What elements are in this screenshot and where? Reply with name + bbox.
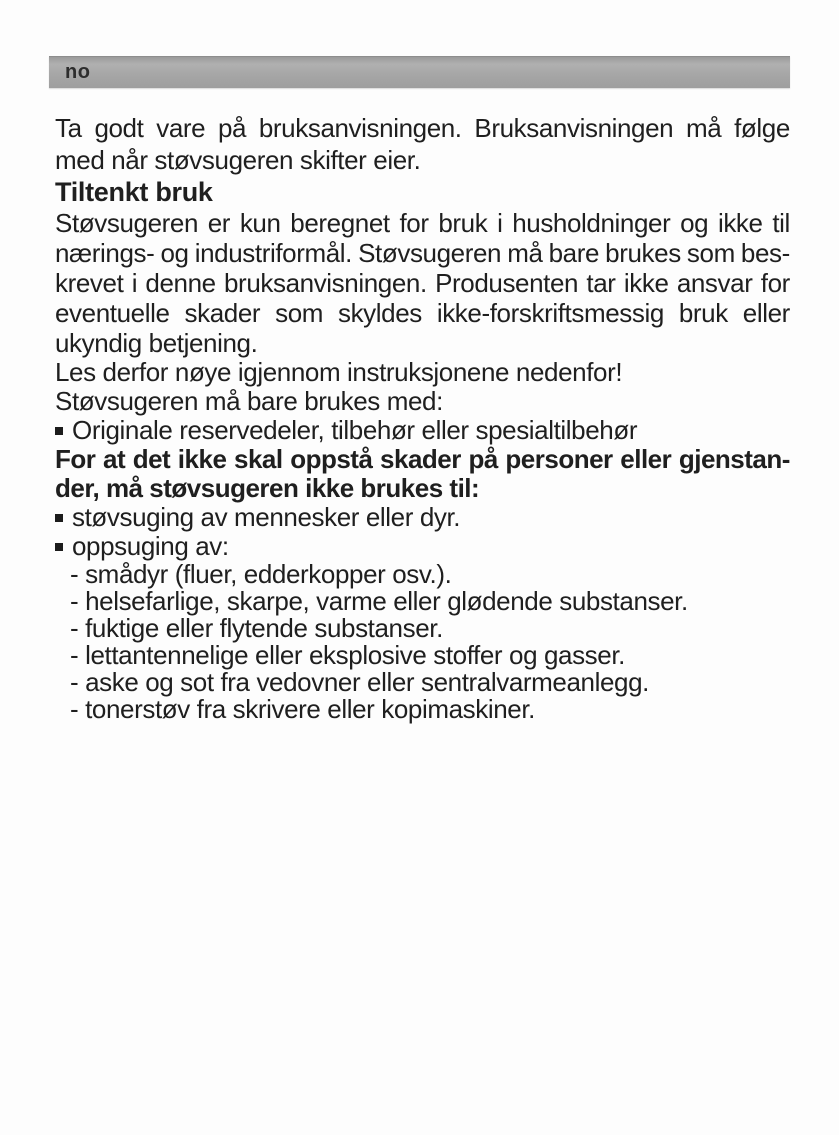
language-bar	[49, 56, 790, 88]
bullet-square-icon	[55, 514, 63, 522]
intro-paragraph	[55, 112, 790, 176]
section-heading: Tiltenkt bruk	[55, 177, 213, 207]
warning-sub-item: - helsefarlige, skarpe, varme eller glødende substanser.	[70, 586, 688, 616]
intro-line: Ta godt vare på bruksanvisningen. Bruksanvisningen må følge	[55, 113, 790, 143]
warning-heading	[55, 445, 790, 503]
intended-use-line: eventuelle skader som skyldes ikke-forskriftsmessig bruk eller	[55, 298, 790, 328]
warning-bullet-text: støvsuging av mennesker eller dyr.	[72, 502, 461, 532]
intended-use-line: Støvsugeren er kun beregnet for bruk i husholdninger og ikke til	[55, 208, 790, 238]
warning-sub-item: - lettantennelige eller eksplosive stoffer og gasser.	[70, 640, 625, 670]
warning-sub-item: - fuktige eller flytende substanser.	[70, 613, 443, 643]
intro-line: med når støvsugeren skifter eier.	[55, 145, 421, 175]
bullet-square-icon	[55, 543, 63, 551]
intended-use-line: ukyndig betjening.	[55, 328, 258, 358]
warning-bullet-item	[55, 503, 790, 532]
usage-bullet-item	[55, 416, 790, 445]
warning-line: For at det ikke skal oppstå skader på personer eller gjenstan-	[55, 444, 790, 474]
intended-use-paragraph	[55, 208, 790, 358]
intended-use-line: nærings- og industriformål. Støvsugeren må bare brukes som bes-	[55, 238, 790, 268]
warning-bullet-text: oppsuging av:	[72, 531, 229, 561]
usage-intro: Støvsugeren må bare brukes med:	[55, 386, 443, 416]
bullet-square-icon	[55, 427, 63, 435]
intended-use-line: krevet i denne bruksanvisningen. Produsenten tar ikke ansvar for	[55, 268, 790, 298]
warning-sub-item: - smådyr (fluer, edderkopper osv.).	[70, 559, 452, 589]
usage-bullet-text: Originale reservedeler, tilbehør eller spesialtilbehør	[72, 415, 638, 445]
warning-bullet-item	[55, 532, 790, 561]
language-code-label: no	[65, 60, 91, 83]
warning-sub-item: - aske og sot fra vedovner eller sentralvarmeanlegg.	[70, 667, 649, 697]
page-content	[55, 112, 790, 723]
warning-sub-item: - tonerstøv fra skrivere eller kopimaskiner.	[70, 694, 535, 724]
warning-sub-list	[70, 561, 790, 723]
warning-line: der, må støvsugeren ikke brukes til:	[55, 473, 480, 503]
read-instructions-note: Les derfor nøye igjennom instruksjonene nedenfor!	[55, 357, 623, 387]
